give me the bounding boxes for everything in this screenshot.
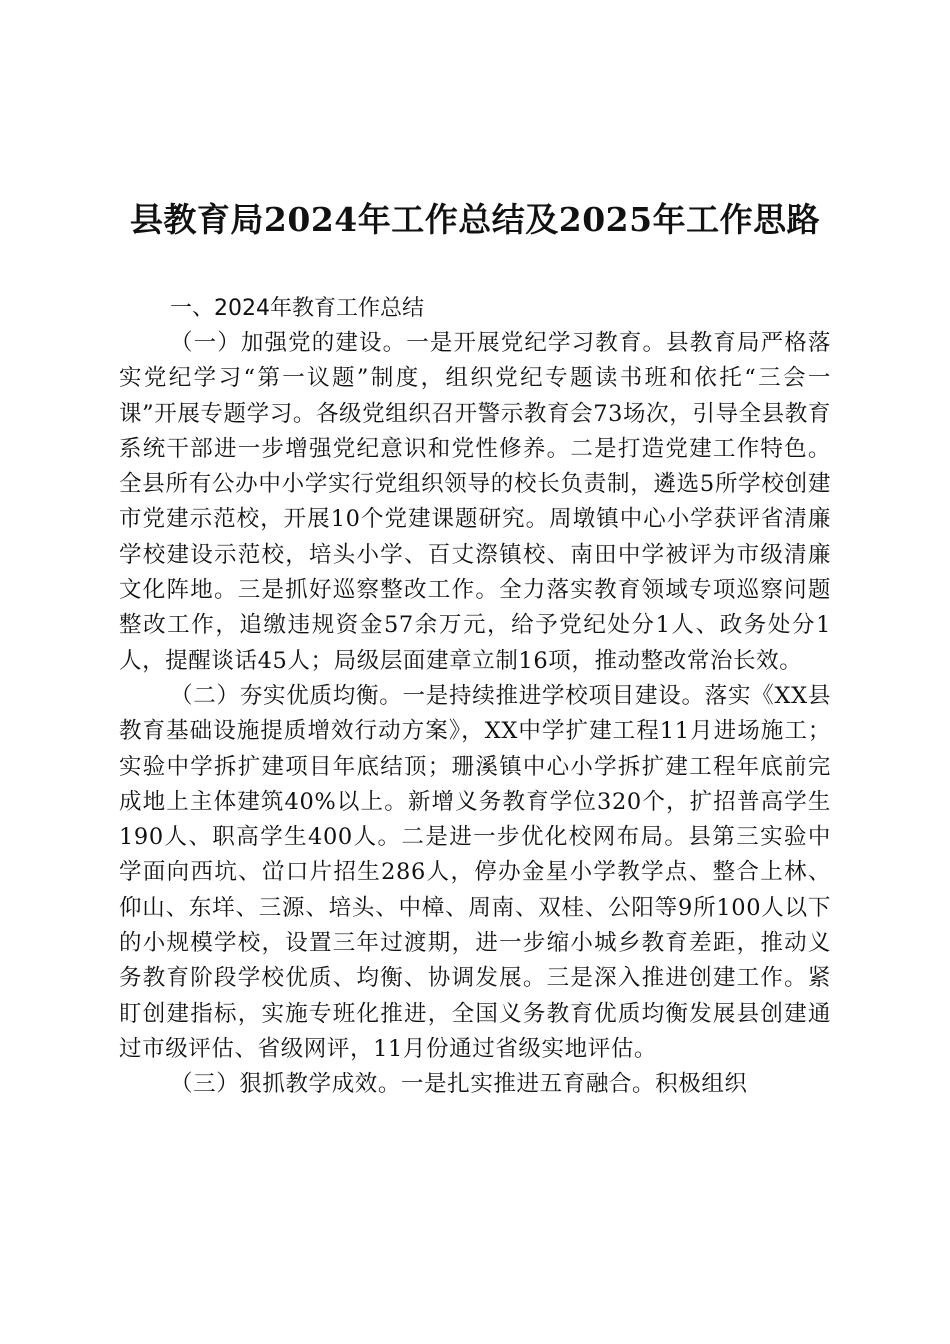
section-heading: 一、2024年教育工作总结 [170, 296, 424, 321]
paragraph-text: 一是开展党纪学习教育。县教育局严格落实党纪学习“第一议题”制度，组织党纪专题读书班和依托“三会一课”开展专题学习。各级党组织召开警示教育会73场次，引导全县教育系统干部进一步增强党纪意识和党性修养。二是打造党建工作特色。全县所有公办中小学实行党组织领导的校长负责制，遴选5所学校创建市党建示范校，开展10个党建课题研究。周墩镇中心小学获评省清廉学校建设示范校，培头小学、百丈漈镇校、南田中学被评为市级清廉文化阵地。三是抓好巡察整改工作。全力落实教育领域专项巡察问题整改工作，追缴违规资金57余万元，给予党纪处分1人、政务处分1人，提醒谈话45人；局级层面建章立制16项，推动整改常治长效。 [119, 330, 831, 674]
paragraph-text: 一是持续推进学校项目建设。落实《XX县教育基础设施提质增效行动方案》，XX中学扩建工程11月进场施工；实验中学拆扩建项目年底结顶；珊溪镇中心小学拆扩建工程年底前完成地上主体建筑40%以上。新增义务教育学位320个，扩招普高学生190人、职高学生400人。二是进一步优化校网布局。县第三实验中学面向西坑、峃口片招生286人，停办金星小学教学点、整合上林、仰山、东垟、三源、培头、中樟、周南、双桂、公阳等9所100人以下的小规模学校，设置三年过渡期，进一步缩小城乡教育差距，推动义务教育阶段学校优质、均衡、协调发展。三是深入推进创建工作。紧盯创建指标，实施专班化推进，全国义务教育优质均衡发展县创建通过市级评估、省级网评，11月份通过省级实地评估。 [119, 682, 831, 1062]
paragraph-lead: （三）狠抓教学成效。 [170, 1071, 402, 1098]
paragraph-lead: （一）加强党的建设。 [170, 330, 407, 356]
document-title: 县教育局2024年工作总结及2025年工作思路 [129, 200, 821, 239]
paragraph-party-building [119, 326, 831, 679]
document-body [119, 291, 831, 1103]
paragraph-lead: （二）夯实优质均衡。 [170, 682, 403, 709]
paragraph-quality-balance [119, 679, 831, 1067]
paragraph-teaching-results [119, 1067, 831, 1102]
paragraph-text: 一是扎实推进五育融合。积极组织 [401, 1071, 748, 1098]
